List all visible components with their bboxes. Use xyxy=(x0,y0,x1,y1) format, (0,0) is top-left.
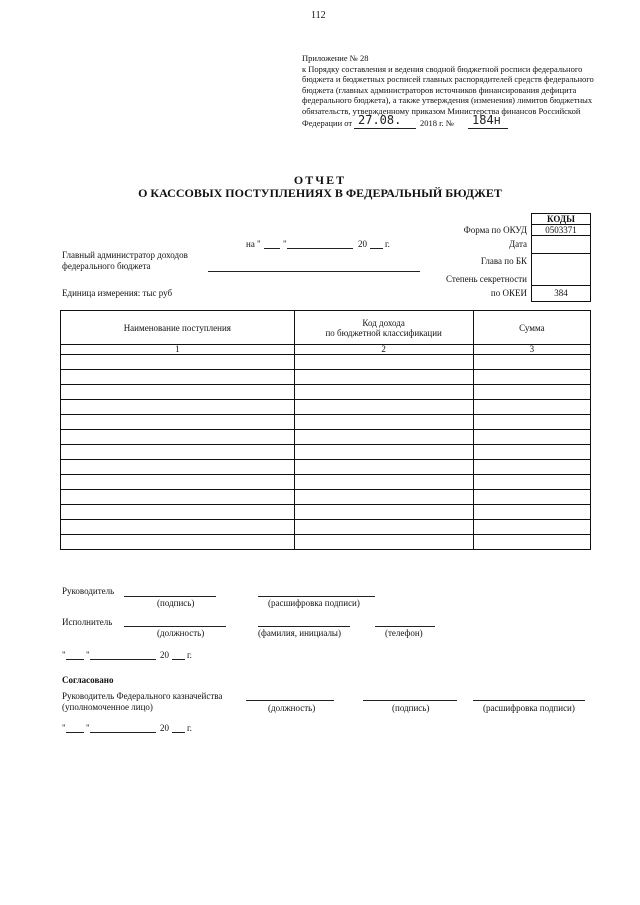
executor-phone-caption: (телефон) xyxy=(385,628,423,638)
head-sign-caption: (подпись) xyxy=(157,598,195,608)
table-row xyxy=(61,475,591,490)
executor-label: Исполнитель xyxy=(62,617,113,627)
appendix-line: Приложение № 28 xyxy=(302,53,369,63)
header-code: Код дохода по бюджетной классификации xyxy=(294,311,473,345)
row-sum-cell[interactable] xyxy=(473,535,590,550)
row-name-cell[interactable] xyxy=(61,430,295,445)
row-sum-cell[interactable] xyxy=(473,415,590,430)
head-decode-line[interactable] xyxy=(258,596,375,597)
label-okud: Форма по ОКУД xyxy=(463,225,527,235)
row-code-cell[interactable] xyxy=(294,415,473,430)
row-sum-cell[interactable] xyxy=(473,520,590,535)
header-name: Наименование поступления xyxy=(61,311,295,345)
appendix-line: обязательств, утвержденному приказом Министерства финансов Российской xyxy=(302,105,581,116)
row-code-cell[interactable] xyxy=(294,475,473,490)
appendix-date-handwritten: 27.08. xyxy=(358,113,402,127)
table-row xyxy=(61,535,591,550)
row-sum-cell[interactable] xyxy=(473,505,590,520)
row-code-cell[interactable] xyxy=(294,520,473,535)
agreed-date-year: 20 xyxy=(160,723,169,733)
row-sum-cell[interactable] xyxy=(473,355,590,370)
row-code-cell[interactable] xyxy=(294,385,473,400)
head-sign-line[interactable] xyxy=(124,596,216,597)
agreed-label: Согласовано xyxy=(62,675,114,685)
code-glava-bk[interactable] xyxy=(532,254,590,286)
row-sum-cell[interactable] xyxy=(473,475,590,490)
sign-date-quote-close: " xyxy=(86,650,90,660)
appendix-block xyxy=(302,53,602,117)
label-date: Дата xyxy=(509,239,527,249)
row-sum-cell[interactable] xyxy=(473,445,590,460)
row-code-cell[interactable] xyxy=(294,535,473,550)
row-name-cell[interactable] xyxy=(61,445,295,460)
codes-title: КОДЫ xyxy=(532,214,590,225)
agreed-date-month-line[interactable] xyxy=(90,732,156,733)
row-name-cell[interactable] xyxy=(61,535,295,550)
row-code-cell[interactable] xyxy=(294,400,473,415)
sign-date-quote-open: " xyxy=(62,650,66,660)
date-quote: " xyxy=(283,239,287,249)
date-day-line[interactable] xyxy=(264,248,280,249)
row-name-cell[interactable] xyxy=(61,505,295,520)
appendix-line: бюджета и бюджетных росписей главных распорядителей средств федерального xyxy=(302,74,594,85)
executor-name-line[interactable] xyxy=(258,626,350,627)
row-code-cell[interactable] xyxy=(294,490,473,505)
report-title: ОТЧЕТ xyxy=(293,173,347,187)
codes-box xyxy=(531,213,591,302)
row-name-cell[interactable] xyxy=(61,370,295,385)
agreed-date-quote-close: " xyxy=(86,723,90,733)
table-row xyxy=(61,415,591,430)
sign-date-year-line[interactable] xyxy=(172,659,185,660)
head-label: Руководитель xyxy=(62,586,115,596)
table-row xyxy=(61,490,591,505)
appendix-year-text: 2018 г. № xyxy=(420,118,455,128)
label-okei: по ОКЕИ xyxy=(490,288,527,298)
treasury-decode-line[interactable] xyxy=(473,700,585,701)
agreed-date-year-suffix: г. xyxy=(187,723,192,733)
table-row xyxy=(61,355,591,370)
agreed-date-year-line[interactable] xyxy=(172,732,185,733)
date-year-line[interactable] xyxy=(370,248,383,249)
row-sum-cell[interactable] xyxy=(473,430,590,445)
admin-label-2: федерального бюджета xyxy=(62,261,151,271)
row-code-cell[interactable] xyxy=(294,505,473,520)
date-month-line[interactable] xyxy=(287,248,353,249)
table-row xyxy=(61,400,591,415)
table-row xyxy=(61,445,591,460)
row-sum-cell[interactable] xyxy=(473,400,590,415)
label-glava-bk: Глава по БК xyxy=(480,256,527,266)
row-code-cell[interactable] xyxy=(294,430,473,445)
row-code-cell[interactable] xyxy=(294,370,473,385)
date-prefix: на " xyxy=(246,239,261,249)
head-decode-caption: (расшифровка подписи) xyxy=(268,598,360,608)
agreed-date-day-line[interactable] xyxy=(66,732,84,733)
appendix-line: бюджета (главных администраторов источников финансирования дефицита xyxy=(302,84,577,95)
row-code-cell[interactable] xyxy=(294,355,473,370)
label-secrecy: Степень секретности xyxy=(446,274,527,284)
sign-date-year-suffix: г. xyxy=(187,650,192,660)
row-name-cell[interactable] xyxy=(61,475,295,490)
treasury-head-label-1: Руководитель Федерального казначейства xyxy=(62,691,223,701)
revenue-table xyxy=(60,310,591,550)
code-date[interactable] xyxy=(532,236,590,254)
treasury-sign-line[interactable] xyxy=(363,700,457,701)
code-okei[interactable]: 384 xyxy=(554,288,568,298)
column-number: 3 xyxy=(473,345,590,355)
table-row xyxy=(61,430,591,445)
appendix-line: к Порядку составления и ведения сводной бюджетной росписи федерального xyxy=(302,63,583,74)
row-name-cell[interactable] xyxy=(61,400,295,415)
row-sum-cell[interactable] xyxy=(473,460,590,475)
executor-position-caption: (должность) xyxy=(157,628,205,638)
table-row xyxy=(61,370,591,385)
column-number: 2 xyxy=(294,345,473,355)
page-number: 112 xyxy=(311,10,326,21)
executor-position-line[interactable] xyxy=(124,626,226,627)
row-code-cell[interactable] xyxy=(294,460,473,475)
treasury-decode-caption: (расшифровка подписи) xyxy=(483,703,575,713)
appendix-date-line xyxy=(354,128,416,129)
header-sum: Сумма xyxy=(473,311,590,345)
code-okud[interactable]: 0503371 xyxy=(532,225,590,236)
treasury-position-line[interactable] xyxy=(246,700,334,701)
row-name-cell[interactable] xyxy=(61,520,295,535)
column-number: 1 xyxy=(61,345,295,355)
appendix-number-handwritten: 184н xyxy=(472,113,501,127)
admin-label-1: Главный администратор доходов xyxy=(62,250,188,260)
sign-date-month-line[interactable] xyxy=(90,659,156,660)
row-sum-cell[interactable] xyxy=(473,490,590,505)
appendix-last-line-prefix: Федерации от xyxy=(302,118,353,128)
row-sum-cell[interactable] xyxy=(473,385,590,400)
treasury-head-label-2: (уполномоченное лицо) xyxy=(62,702,153,712)
row-sum-cell[interactable] xyxy=(473,370,590,385)
treasury-position-caption: (должность) xyxy=(268,703,316,713)
unit-label: Единица измерения: тыс руб xyxy=(62,288,173,298)
row-name-cell[interactable] xyxy=(61,385,295,400)
agreed-date-quote-open: " xyxy=(62,723,66,733)
sign-date-year: 20 xyxy=(160,650,169,660)
table-row xyxy=(61,505,591,520)
admin-name-line[interactable] xyxy=(208,271,420,272)
table-row xyxy=(61,520,591,535)
table-row xyxy=(61,460,591,475)
row-name-cell[interactable] xyxy=(61,460,295,475)
date-year: 20 xyxy=(358,239,367,249)
row-name-cell[interactable] xyxy=(61,490,295,505)
executor-name-caption: (фамилия, инициалы) xyxy=(258,628,341,638)
executor-phone-line[interactable] xyxy=(375,626,435,627)
appendix-line: федерального бюджета), а также утверждения (изменения) лимитов бюджетных xyxy=(302,95,593,106)
row-name-cell[interactable] xyxy=(61,355,295,370)
report-subtitle: О КАССОВЫХ ПОСТУПЛЕНИЯХ В ФЕДЕРАЛЬНЫЙ БЮДЖЕТ xyxy=(138,186,502,200)
sign-date-day-line[interactable] xyxy=(66,659,84,660)
table-row xyxy=(61,385,591,400)
treasury-sign-caption: (подпись) xyxy=(392,703,430,713)
row-code-cell[interactable] xyxy=(294,445,473,460)
row-name-cell[interactable] xyxy=(61,415,295,430)
appendix-number-line xyxy=(468,128,508,129)
date-year-suffix: г. xyxy=(385,239,390,249)
